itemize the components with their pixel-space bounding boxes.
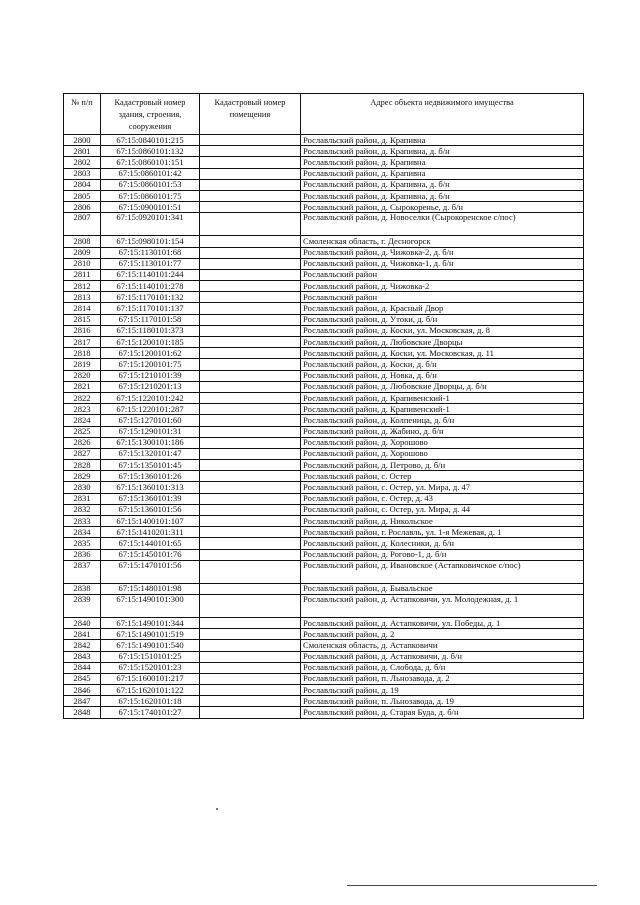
cell-cadastral-room (200, 325, 301, 336)
cell-address: Рославльский район, д. Чижовка-1, д. б/н (301, 258, 584, 269)
cell-address: Рославльский район, д. Колпеница, д. б/н (301, 415, 584, 426)
cell-cadastral-room (200, 146, 301, 157)
cell-number: 2826 (64, 437, 101, 448)
cell-cadastral-building: 67:15:1180101:373 (101, 325, 200, 336)
cell-cadastral-room (200, 404, 301, 415)
cell-cadastral-room (200, 168, 301, 179)
cell-address: Рославльский район, д. Сырокоренье, д. б/н (301, 202, 584, 213)
cell-address: Рославльский район, д. Крапивна (301, 135, 584, 146)
cell-cadastral-building: 67:15:1510101:25 (101, 651, 200, 662)
cell-address: Рославльский район, с. Остер, ул. Мира, д. 44 (301, 504, 584, 515)
table-row (64, 460, 584, 471)
cell-cadastral-building: 67:15:1170101:137 (101, 303, 200, 314)
header-address: Адрес объекта недвижимого имущества (301, 94, 584, 135)
cell-cadastral-room (200, 213, 301, 236)
cell-cadastral-room (200, 651, 301, 662)
cell-number: 2842 (64, 640, 101, 651)
cell-cadastral-building: 67:15:0860101:151 (101, 157, 200, 168)
cell-cadastral-building: 67:15:1360101:39 (101, 493, 200, 504)
cell-cadastral-room (200, 303, 301, 314)
cell-number: 2810 (64, 258, 101, 269)
table-row (64, 662, 584, 673)
table-row (64, 707, 584, 718)
cell-address: Рославльский район, д. Крапивна, д. б/н (301, 179, 584, 190)
cell-cadastral-building: 67:15:1400101:107 (101, 516, 200, 527)
cell-address: Рославльский район, д. Астапковичи, ул. Молодежная, д. 1 (301, 594, 584, 617)
cell-cadastral-room (200, 629, 301, 640)
cell-number: 2818 (64, 348, 101, 359)
cell-address: Рославльский район, д. Крапивна, д. б/н (301, 190, 584, 201)
cell-cadastral-building: 67:15:1200101:185 (101, 337, 200, 348)
cell-number: 2812 (64, 281, 101, 292)
cell-address: Рославльский район, д. Бывальское (301, 583, 584, 594)
cell-cadastral-building: 67:15:1360101:56 (101, 504, 200, 515)
table-header (64, 94, 584, 135)
cell-address: Рославльский район, с. Остер, ул. Мира, д. 47 (301, 482, 584, 493)
cell-address: Рославльский район, п. Льнозавода, д. 19 (301, 696, 584, 707)
cell-cadastral-building: 67:15:1740101:27 (101, 707, 200, 718)
table-row (64, 303, 584, 314)
cell-cadastral-room (200, 471, 301, 482)
table-row (64, 337, 584, 348)
cell-number: 2844 (64, 662, 101, 673)
cell-cadastral-building: 67:15:1220101:287 (101, 404, 200, 415)
cell-address: Рославльский район, д. Хорошово (301, 437, 584, 448)
table-row (64, 685, 584, 696)
table-row (64, 258, 584, 269)
cell-number: 2824 (64, 415, 101, 426)
cell-cadastral-room (200, 236, 301, 247)
cell-address: Рославльский район, д. Крапивенский-1 (301, 404, 584, 415)
cell-address: Рославльский район, д. Красный Двор (301, 303, 584, 314)
cell-cadastral-room (200, 370, 301, 381)
cell-cadastral-room (200, 673, 301, 684)
header-number: № п/п (64, 94, 101, 135)
table-row (64, 583, 584, 594)
header-cadastral-room: Кадастровый номер помещения (200, 94, 301, 135)
cell-number: 2838 (64, 583, 101, 594)
cell-number: 2805 (64, 190, 101, 201)
table-row (64, 448, 584, 459)
cell-cadastral-building: 67:15:1130101:68 (101, 247, 200, 258)
cell-number: 2802 (64, 157, 101, 168)
cell-cadastral-room (200, 448, 301, 459)
cell-number: 2815 (64, 314, 101, 325)
table-row (64, 594, 584, 617)
cell-number: 2831 (64, 493, 101, 504)
cell-address: Рославльский район, д. Крапивна (301, 168, 584, 179)
cell-cadastral-room (200, 135, 301, 146)
cell-cadastral-room (200, 258, 301, 269)
cell-cadastral-room (200, 247, 301, 258)
table-row (64, 325, 584, 336)
table-row (64, 617, 584, 628)
cell-address: Рославльский район, д. Коски, ул. Московская, д. 11 (301, 348, 584, 359)
table-row (64, 179, 584, 190)
cell-address: Рославльский район, с. Остер (301, 471, 584, 482)
cell-cadastral-building: 67:15:1220101:242 (101, 392, 200, 403)
table-row (64, 135, 584, 146)
table-row (64, 236, 584, 247)
cell-cadastral-building: 67:15:1470101:56 (101, 560, 200, 583)
table-row (64, 549, 584, 560)
cell-cadastral-room (200, 179, 301, 190)
table-row (64, 190, 584, 201)
cell-cadastral-building: 67:15:1440101:65 (101, 538, 200, 549)
cell-address: Рославльский район, д. Коски, ул. Московская, д. 8 (301, 325, 584, 336)
property-registry-table (63, 93, 584, 719)
cell-number: 2839 (64, 594, 101, 617)
cell-cadastral-building: 67:15:1480101:98 (101, 583, 200, 594)
cell-cadastral-room (200, 707, 301, 718)
table-row (64, 202, 584, 213)
cell-cadastral-room (200, 482, 301, 493)
cell-address: Рославльский район, д. Чижовка-2, д. б/н (301, 247, 584, 258)
cell-number: 2813 (64, 292, 101, 303)
cell-cadastral-room (200, 493, 301, 504)
cell-number: 2828 (64, 460, 101, 471)
table-row (64, 381, 584, 392)
cell-number: 2847 (64, 696, 101, 707)
cell-cadastral-room (200, 269, 301, 280)
table-body (64, 135, 584, 719)
cell-cadastral-building: 67:15:1520101:23 (101, 662, 200, 673)
cell-number: 2837 (64, 560, 101, 583)
cell-cadastral-building: 67:15:1290101:31 (101, 426, 200, 437)
cell-cadastral-building: 67:15:1170101:58 (101, 314, 200, 325)
table-row (64, 247, 584, 258)
table-row (64, 640, 584, 651)
cell-cadastral-building: 67:15:1300101:186 (101, 437, 200, 448)
cell-cadastral-building: 67:15:1490101:300 (101, 594, 200, 617)
cell-number: 2829 (64, 471, 101, 482)
cell-cadastral-room (200, 202, 301, 213)
cell-number: 2819 (64, 359, 101, 370)
cell-cadastral-room (200, 415, 301, 426)
cell-cadastral-building: 67:15:1360101:26 (101, 471, 200, 482)
cell-number: 2817 (64, 337, 101, 348)
cell-number: 2843 (64, 651, 101, 662)
cell-cadastral-room (200, 314, 301, 325)
table-row (64, 269, 584, 280)
cell-cadastral-building: 67:15:1200101:75 (101, 359, 200, 370)
header-row (64, 94, 584, 135)
cell-cadastral-building: 67:15:1210201:13 (101, 381, 200, 392)
cell-cadastral-room (200, 516, 301, 527)
cell-address: Рославльский район, д. Крапивна, д. б/н (301, 146, 584, 157)
cell-number: 2820 (64, 370, 101, 381)
cell-number: 2822 (64, 392, 101, 403)
cell-number: 2840 (64, 617, 101, 628)
cell-number: 2814 (64, 303, 101, 314)
cell-number: 2808 (64, 236, 101, 247)
cell-cadastral-room (200, 594, 301, 617)
table-row (64, 348, 584, 359)
cell-cadastral-room (200, 560, 301, 583)
cell-address: Рославльский район, д. Чижовка-2 (301, 281, 584, 292)
cell-cadastral-building: 67:15:0860101:42 (101, 168, 200, 179)
cell-cadastral-room (200, 381, 301, 392)
cell-cadastral-building: 67:15:1450101:76 (101, 549, 200, 560)
cell-number: 2823 (64, 404, 101, 415)
cell-address: Рославльский район (301, 292, 584, 303)
cell-address: Рославльский район, д. Никольское (301, 516, 584, 527)
cell-address: Рославльский район, д. Новка, д. б/н (301, 370, 584, 381)
table-row (64, 370, 584, 381)
cell-address: Рославльский район, д. 2 (301, 629, 584, 640)
table-row (64, 392, 584, 403)
cell-address: Рославльский район, д. Петрово, д. б/н (301, 460, 584, 471)
table-row (64, 504, 584, 515)
cell-address: Рославльский район, д. Рогово-1, д. б/н (301, 549, 584, 560)
cell-cadastral-building: 67:15:1320101:47 (101, 448, 200, 459)
cell-cadastral-room (200, 583, 301, 594)
cell-address: Рославльский район, д. Коски, д. б/н (301, 359, 584, 370)
cell-cadastral-building: 67:15:1350101:45 (101, 460, 200, 471)
scan-speck (216, 808, 218, 810)
cell-address: Рославльский район, д. Крапивенский-1 (301, 392, 584, 403)
table-row (64, 538, 584, 549)
cell-number: 2825 (64, 426, 101, 437)
table-row (64, 493, 584, 504)
cell-address: Рославльский район (301, 269, 584, 280)
cell-address: Рославльский район, д. Ивановское (Астапковичское с/пос) (301, 560, 584, 583)
cell-cadastral-building: 67:15:0860101:75 (101, 190, 200, 201)
cell-cadastral-room (200, 392, 301, 403)
cell-number: 2803 (64, 168, 101, 179)
cell-cadastral-building: 67:15:0920101:341 (101, 213, 200, 236)
cell-cadastral-room (200, 281, 301, 292)
table-row (64, 146, 584, 157)
cell-number: 2800 (64, 135, 101, 146)
cell-cadastral-building: 67:15:1140101:278 (101, 281, 200, 292)
cell-address: Рославльский район, д. Астапковичи, ул. Победы, д. 1 (301, 617, 584, 628)
table-row (64, 157, 584, 168)
cell-number: 2806 (64, 202, 101, 213)
cell-number: 2848 (64, 707, 101, 718)
cell-address: Смоленская область, г. Десногорск (301, 236, 584, 247)
table-row (64, 696, 584, 707)
table-row (64, 213, 584, 236)
cell-cadastral-room (200, 696, 301, 707)
cell-cadastral-room (200, 538, 301, 549)
cell-number: 2841 (64, 629, 101, 640)
cell-number: 2804 (64, 179, 101, 190)
table-row (64, 415, 584, 426)
cell-number: 2836 (64, 549, 101, 560)
cell-cadastral-building: 67:15:1140101:244 (101, 269, 200, 280)
cell-address: Рославльский район, с. Остер, д. 43 (301, 493, 584, 504)
cell-cadastral-room (200, 527, 301, 538)
cell-number: 2827 (64, 448, 101, 459)
cell-cadastral-building: 67:15:1200101:62 (101, 348, 200, 359)
cell-address: Рославльский район, д. Старая Буда, д. б/н (301, 707, 584, 718)
cell-cadastral-room (200, 359, 301, 370)
cell-number: 2801 (64, 146, 101, 157)
header-cadastral-building: Кадастровый номер здания, строения, сооружения (101, 94, 200, 135)
cell-address: Рославльский район, д. Новоселки (Сырокоренское с/пос) (301, 213, 584, 236)
cell-address: Рославльский район, д. Слобода, д. б/н (301, 662, 584, 673)
cell-cadastral-room (200, 504, 301, 515)
cell-number: 2809 (64, 247, 101, 258)
cell-cadastral-building: 67:15:1490101:519 (101, 629, 200, 640)
cell-cadastral-building: 67:15:1130101:77 (101, 258, 200, 269)
cell-number: 2811 (64, 269, 101, 280)
table-row (64, 404, 584, 415)
cell-number: 2821 (64, 381, 101, 392)
cell-number: 2834 (64, 527, 101, 538)
cell-address: Рославльский район, д. Любовские Дворцы, д. б/н (301, 381, 584, 392)
cell-cadastral-building: 67:15:1210101:39 (101, 370, 200, 381)
cell-number: 2845 (64, 673, 101, 684)
cell-number: 2832 (64, 504, 101, 515)
cell-cadastral-building: 67:15:1410201:311 (101, 527, 200, 538)
cell-cadastral-room (200, 460, 301, 471)
cell-cadastral-building: 67:15:0860101:132 (101, 146, 200, 157)
table-row (64, 292, 584, 303)
table-row (64, 629, 584, 640)
table-row (64, 673, 584, 684)
cell-cadastral-room (200, 640, 301, 651)
cell-cadastral-building: 67:15:1170101:132 (101, 292, 200, 303)
cell-cadastral-room (200, 426, 301, 437)
cell-address: Рославльский район, д. Крапивна (301, 157, 584, 168)
cell-cadastral-room (200, 685, 301, 696)
cell-cadastral-building: 67:15:1620101:18 (101, 696, 200, 707)
cell-number: 2816 (64, 325, 101, 336)
cell-address: Рославльский район, д. Утоки, д. б/н (301, 314, 584, 325)
cell-cadastral-room (200, 617, 301, 628)
table-row (64, 527, 584, 538)
cell-cadastral-building: 67:15:0860101:53 (101, 179, 200, 190)
cell-cadastral-room (200, 337, 301, 348)
cell-cadastral-room (200, 437, 301, 448)
cell-address: Рославльский район, д. Жабино, д. б/н (301, 426, 584, 437)
cell-address: Рославльский район, д. Хорошово (301, 448, 584, 459)
cell-number: 2833 (64, 516, 101, 527)
table-row (64, 471, 584, 482)
cell-cadastral-building: 67:15:0900101:51 (101, 202, 200, 213)
cell-cadastral-room (200, 190, 301, 201)
cell-cadastral-building: 67:15:1490101:540 (101, 640, 200, 651)
cell-cadastral-building: 67:15:0980101:154 (101, 236, 200, 247)
cell-address: Рославльский район, п. Льнозавода, д. 2 (301, 673, 584, 684)
cell-number: 2830 (64, 482, 101, 493)
cell-cadastral-building: 67:15:1360101:313 (101, 482, 200, 493)
table-row (64, 426, 584, 437)
cell-cadastral-building: 67:15:1490101:344 (101, 617, 200, 628)
cell-cadastral-room (200, 348, 301, 359)
table-row (64, 482, 584, 493)
cell-number: 2807 (64, 213, 101, 236)
cell-address: Рославльский район, д. Астапковичи, д. б/н (301, 651, 584, 662)
table-row (64, 651, 584, 662)
cell-cadastral-building: 67:15:1620101:122 (101, 685, 200, 696)
cell-cadastral-room (200, 157, 301, 168)
cell-cadastral-room (200, 292, 301, 303)
table-row (64, 437, 584, 448)
cell-cadastral-building: 67:15:1600101:217 (101, 673, 200, 684)
cell-number: 2835 (64, 538, 101, 549)
cell-cadastral-building: 67:15:0840101:215 (101, 135, 200, 146)
cell-number: 2846 (64, 685, 101, 696)
cell-address: Рославльский район, д. 19 (301, 685, 584, 696)
table-row (64, 168, 584, 179)
table-row (64, 516, 584, 527)
table-row (64, 281, 584, 292)
cell-address: Рославльский район, г. Рославль, ул. 1-я Межевая, д. 1 (301, 527, 584, 538)
cell-address: Рославльский район, д. Колесники, д. б/н (301, 538, 584, 549)
table-row (64, 314, 584, 325)
cell-cadastral-room (200, 662, 301, 673)
footer-rule (347, 885, 597, 886)
cell-address: Рославльский район, д. Любовские Дворцы (301, 337, 584, 348)
cell-cadastral-room (200, 549, 301, 560)
table-row (64, 560, 584, 583)
cell-cadastral-building: 67:15:1270101:60 (101, 415, 200, 426)
table-row (64, 359, 584, 370)
cell-address: Смоленская область, д. Астапковичи (301, 640, 584, 651)
